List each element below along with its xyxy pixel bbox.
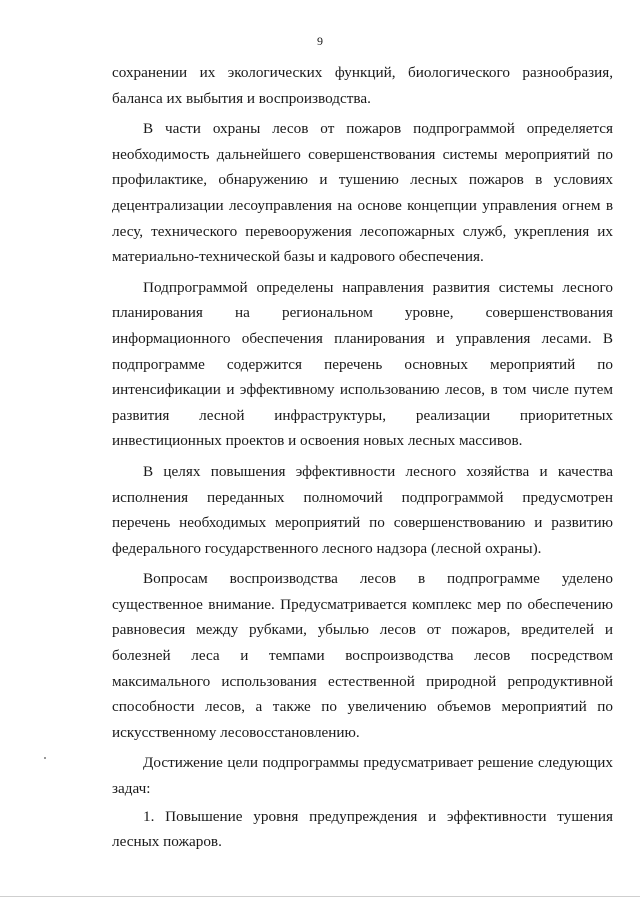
page-bottom-edge bbox=[0, 896, 640, 897]
paragraph-continuation: сохранении их экологических функций, биологического разнообразия, баланса их выбытия и воспроизводства. bbox=[112, 64, 613, 107]
scan-speck bbox=[44, 757, 46, 759]
paragraph-forest-planning: Подпрограммой определены направления развития системы лесного планирования на региональном уровне, совершенствования информационного обеспечения планирования и управления лесами. В подпрограмме содержится перечень основных мероприятий по интенсификации и эффективному использованию лесов, в том числе путем развития лесной инфраструктуры, реализации приоритетных инвестиционных проектов и освоения новых лесных массивов. bbox=[112, 278, 613, 450]
paragraph-fire-protection: В части охраны лесов от пожаров подпрограммой определяется необходимость дальнейшего совершенствования системы мероприятий по профилактике, обнаружению и тушению лесных пожаров в условиях децентрализации лесоуправления на основе концепции управления огнем в лесу, технического перевооружения лесопожарных служб, укрепления их материально-технической базы и кадрового обеспечения. bbox=[112, 120, 613, 266]
paragraph-goal-tasks: Достижение цели подпрограммы предусматривает решение следующих задач: bbox=[112, 754, 613, 798]
paragraph-forest-supervision: В целях повышения эффективности лесного хозяйства и качества исполнения переданных полномочий подпрограммой предусмотрен перечень необходимых мероприятий по совершенствованию и развитию федерального государственного лесного надзора (лесной охраны). bbox=[112, 462, 613, 557]
paragraph-reforestation: Вопросам воспроизводства лесов в подпрограмме уделено существенное внимание. Предусматривается комплекс мер по обеспечению равновесия между рубками, убылью лесов от пожаров, вредителей и болезней леса и темпами воспроизводства лесов посредством максимального использования естественной природной репродуктивной способности лесов, а также по увеличению объемов мероприятий по искусственному лесовосстановлению. bbox=[112, 570, 613, 741]
list-item-task-1: 1. Повышение уровня предупреждения и эффективности тушения лесных пожаров. bbox=[112, 807, 613, 851]
document-body bbox=[112, 60, 613, 860]
page-number: 9 bbox=[317, 34, 323, 48]
